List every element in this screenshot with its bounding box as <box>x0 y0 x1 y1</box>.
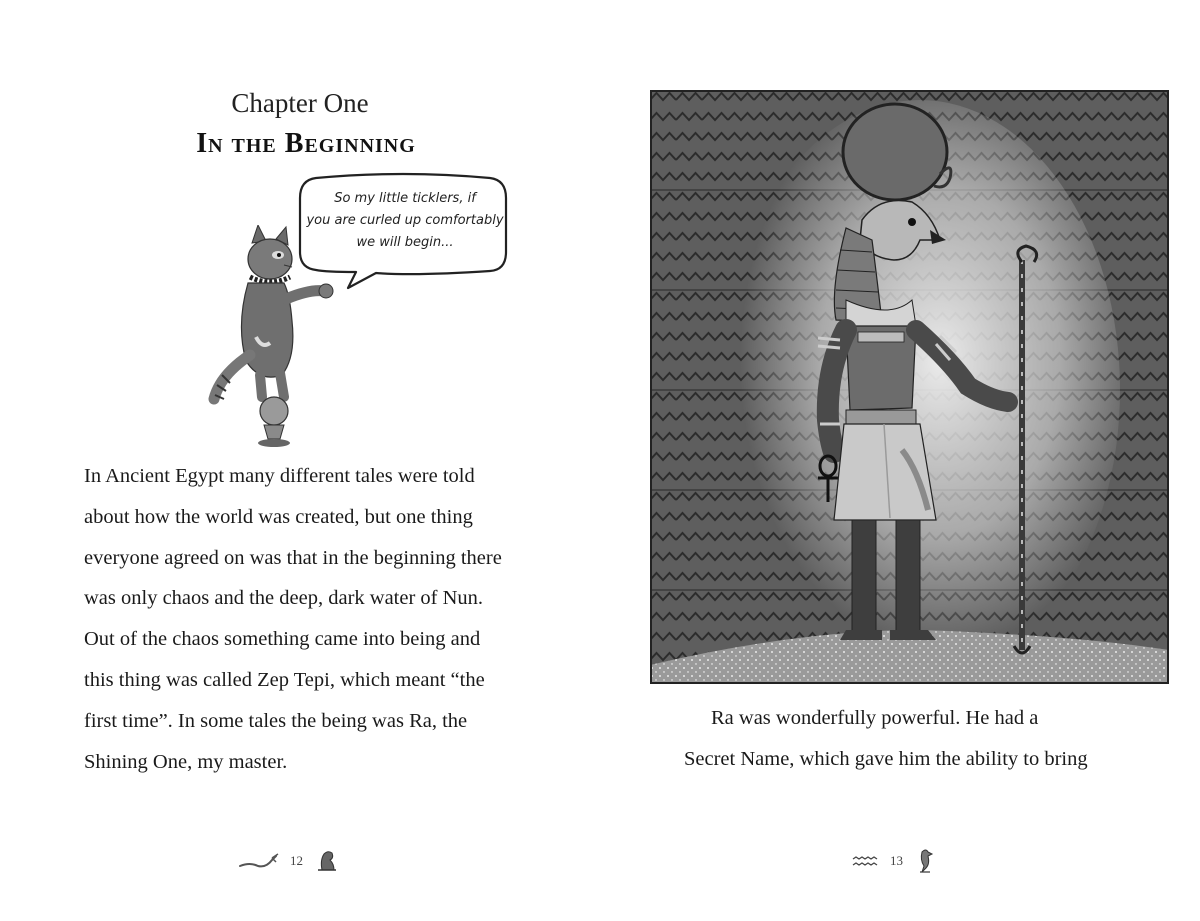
page-number: 13 <box>890 853 903 868</box>
ra-falcon-god-illustration <box>650 90 1169 684</box>
cat-narrator-illustration <box>200 225 340 455</box>
bird-glyph-icon <box>916 848 936 874</box>
text-line: about how the world was created, but one thing <box>84 505 473 528</box>
speech-line: you are curled up comfortably <box>306 213 504 228</box>
text-line: first time”. In some tales the being was Ra, the <box>84 709 468 732</box>
text-line: this thing was called Zep Tepi, which meant “the <box>84 668 485 691</box>
seated-figure-glyph-icon <box>316 848 338 872</box>
chapter-title: In the Beginning <box>196 128 416 159</box>
speech-line: So my little ticklers, if <box>334 191 476 206</box>
text-line: Shining One, my master. <box>84 750 288 773</box>
speech-line: we will begin... <box>356 235 454 250</box>
text-line: was only chaos and the deep, dark water of Nun. <box>84 587 484 610</box>
right-page <box>600 0 1200 921</box>
right-folio <box>852 846 972 876</box>
chapter-number: Chapter One <box>231 88 369 118</box>
text-line: Out of the chaos something came into being and <box>84 628 481 651</box>
left-folio <box>238 846 358 876</box>
text-line: Ra was wonderfully powerful. He had a <box>711 707 1039 729</box>
water-glyph-icon <box>852 856 880 868</box>
page-number: 12 <box>290 853 303 868</box>
text-line: In Ancient Egypt many different tales were told <box>84 465 475 487</box>
text-line: Secret Name, which gave him the ability to bring <box>684 748 1088 770</box>
text-line: everyone agreed on was that in the beginning there <box>84 546 502 569</box>
snake-glyph-icon <box>238 852 280 870</box>
body-paragraph <box>84 456 564 782</box>
right-body-paragraph <box>684 698 1164 780</box>
